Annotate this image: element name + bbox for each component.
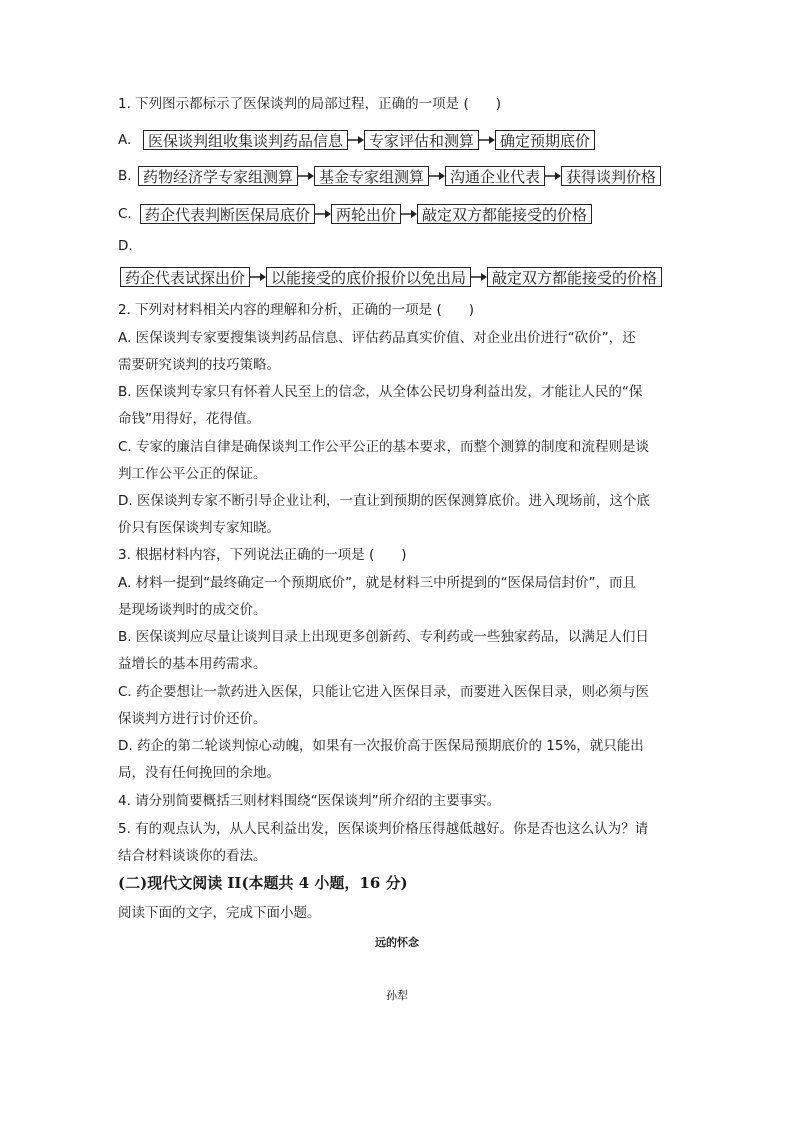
q3-option-d-line1: D. 药企的第二轮谈判惊心动魄，如果有一次报价高于医保局预期底价的 15%，就只能出: [118, 738, 644, 754]
q1-option-a-flow: [143, 130, 595, 150]
flow-box: 医保谈判组收集谈判药品信息: [143, 130, 348, 150]
q2-option-b-line2: 命钱”用得好，花得值。: [118, 411, 260, 427]
arrow-right-icon: [298, 166, 314, 186]
q2-option-b-line1: B. 医保谈判专家只有怀着人民至上的信念，从全体公民切身利益出发，才能让人民的“保: [118, 384, 643, 400]
q3-option-b-line2: 益增长的基本用药需求。: [118, 656, 267, 672]
flow-box: 专家评估和测算: [364, 130, 479, 150]
flow-box: 药企代表判断医保局底价: [140, 204, 315, 224]
arrow-right-icon: [250, 267, 266, 287]
q5-line1: 5. 有的观点认为，从人民利益出发，医保谈判价格压得越低越好。你是否也这么认为？请: [118, 821, 649, 837]
flow-box: 两轮出价: [331, 204, 401, 224]
arrow-right-icon: [315, 204, 331, 224]
flow-box: 获得谈判价格: [561, 166, 661, 186]
q1-option-d-letter: D.: [118, 238, 133, 254]
arrow-right-icon: [545, 166, 561, 186]
q1-stem: 1. 下列图示都标示了医保谈判的局部过程，正确的一项是 ( ): [118, 96, 501, 112]
q1-option-b-flow: [138, 166, 661, 186]
arrow-right-icon: [348, 130, 364, 150]
flow-box: 沟通企业代表: [445, 166, 545, 186]
flow-box: 药物经济学专家组测算: [138, 166, 298, 186]
arrow-right-icon: [471, 267, 487, 287]
q3-option-d-line2: 局，没有任何挽回的余地。: [118, 765, 280, 781]
q3-option-a-line1: A. 材料一提到“最终确定一个预期底价”，就是材料三中所提到的“医保局信封价”，而且: [118, 575, 637, 591]
q1-option-b-letter: B.: [118, 168, 132, 184]
flow-box: 确定预期底价: [495, 130, 595, 150]
q4-text: 4. 请分别简要概括三则材料围绕“医保谈判”所介绍的主要事实。: [118, 793, 501, 809]
q3-option-b-line1: B. 医保谈判应尽量让谈判目录上出现更多创新药、专利药或一些独家药品，以满足人们日: [118, 629, 649, 645]
flow-box: 敲定双方都能接受的价格: [487, 267, 662, 287]
q2-option-d-line1: D. 医保谈判专家不断引导企业让利，一直让到预期的医保测算底价。进入现场前，这个底: [118, 493, 650, 509]
q2-option-c-line2: 判工作公平公正的保证。: [118, 466, 267, 482]
q3-option-a-line2: 是现场谈判时的成交价。: [118, 602, 267, 618]
arrow-right-icon: [429, 166, 445, 186]
section-title: (二)现代文阅读 II(本题共 4 小题，16 分): [118, 874, 408, 892]
q5-line2: 结合材料谈谈你的看法。: [118, 848, 267, 864]
q3-stem: 3. 根据材料内容，下列说法正确的一项是 ( ): [118, 547, 407, 563]
q1-option-c-letter: C.: [118, 206, 132, 222]
flow-box: 药企代表试探出价: [120, 267, 250, 287]
q1-option-c-flow: [140, 204, 592, 224]
flow-box: 以能接受的底价报价以免出局: [266, 267, 471, 287]
q2-option-c-line1: C. 专家的廉洁自律是确保谈判工作公平公正的基本要求，而整个测算的制度和流程则是谈: [118, 439, 650, 455]
q2-option-a-line2: 需要研究谈判的技巧策略。: [118, 357, 280, 373]
q2-option-a-line1: A. 医保谈判专家要搜集谈判药品信息、评估药品真实价值、对企业出价进行“砍价”，还: [118, 330, 636, 346]
article-author: 孙犁: [386, 989, 408, 1002]
q2-option-d-line2: 价只有医保谈判专家知晓。: [118, 520, 280, 536]
q3-option-c-line2: 保谈判方进行讨价还价。: [118, 711, 267, 727]
arrow-right-icon: [479, 130, 495, 150]
q1-option-d-flow: [120, 267, 662, 287]
flow-box: 敲定双方都能接受的价格: [417, 204, 592, 224]
arrow-right-icon: [401, 204, 417, 224]
article-title: 远的怀念: [375, 936, 419, 949]
q3-option-c-line1: C. 药企要想让一款药进入医保，只能让它进入医保目录，而要进入医保目录，则必须与医: [118, 684, 650, 700]
flow-box: 基金专家组测算: [314, 166, 429, 186]
section-instruction: 阅读下面的文字，完成下面小题。: [118, 905, 321, 921]
q2-stem: 2. 下列对材料相关内容的理解和分析，正确的一项是 ( ): [118, 302, 474, 318]
q1-option-a-letter: A.: [118, 132, 132, 148]
